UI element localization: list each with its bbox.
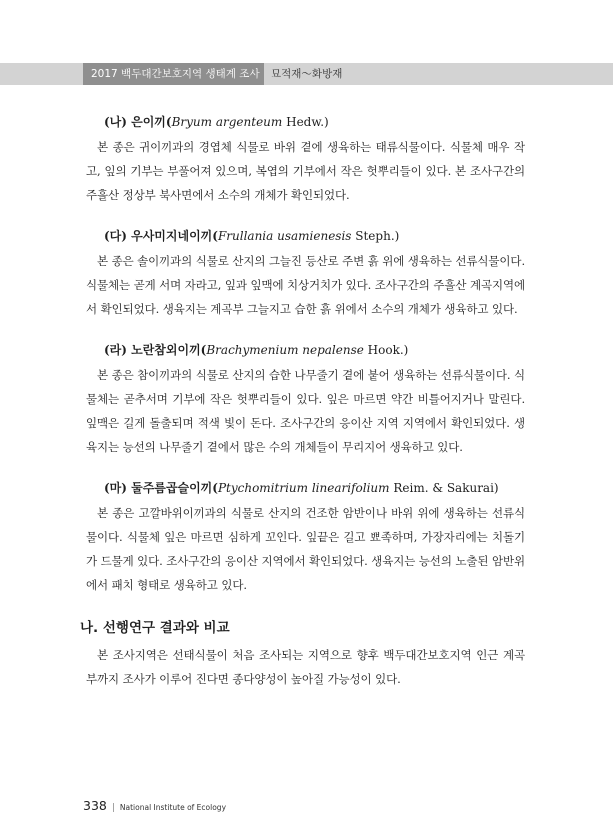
species-description: 본 종은 솔이끼과의 식물로 산지의 그늘진 등산로 주변 흙 위에 생육하는 선류식물이다. 식물체는 곧게 서며 자라고, 잎과 잎맥에 치상거치가 있다. 조사구간의 주흘산 계곡지역에서 확인되었다. 생육지는 계곡부 그늘지고 습한 흙 위에서 소수의 개체가 생육하고 있다. — [86, 254, 525, 316]
page-number: 338 — [83, 798, 107, 813]
page-footer — [83, 798, 226, 812]
scientific-name: Bryum argenteum — [171, 115, 283, 129]
institute-name: National Institute of Ecology — [119, 803, 227, 812]
species-label: (나) 은이끼( — [104, 115, 172, 129]
author-citation: Hook.) — [363, 343, 409, 357]
species-heading — [104, 112, 525, 132]
author-citation: Hedw.) — [282, 115, 329, 129]
page-body — [80, 112, 525, 691]
author-citation: Reim. & Sakurai) — [389, 481, 499, 495]
species-section-ra — [86, 340, 525, 459]
species-heading — [104, 478, 525, 498]
species-label: (마) 둘주름곱슬이끼( — [104, 481, 218, 495]
species-heading — [104, 340, 525, 360]
running-authors: 묘적재～화방재 — [271, 68, 343, 80]
scientific-name: Brachymenium nepalense — [206, 343, 364, 357]
footer-separator: | — [111, 803, 115, 813]
species-section-ma — [86, 478, 525, 597]
scientific-name: Frullania usamienesis — [217, 229, 352, 243]
species-label: (다) 우사미지네이끼( — [104, 229, 218, 243]
running-title: 2017 백두대간보호지역 생태계 조사 — [83, 63, 264, 85]
species-description: 본 종은 참이끼과의 식물로 산지의 습한 나무줄기 곁에 붙어 생육하는 선류식물이다. 식물체는 곧추서며 기부에 작은 헛뿌리들이 있다. 잎은 마르면 약간 비틀어지거나 말린다. 잎맥은 길게 돌출되며 적색 빛이 돈다. 조사구간의 응이산 지역 지역에서 확인되었다. 생육지는 능선의 나무줄기 곁에서 많은 수의 개체들이 무리지어 생육하고 있다. — [86, 368, 525, 454]
species-section-na — [86, 112, 525, 207]
species-description: 본 종은 귀이끼과의 경엽체 식물로 바위 곁에 생육하는 태류식물이다. 식물체 매우 작고, 잎의 기부는 부풀어져 있으며, 복엽의 기부에서 작은 헛뿌리들이 있다. 본 조사구간의 주흘산 정상부 북사면에서 소수의 개체가 확인되었다. — [86, 140, 525, 202]
scientific-name: Ptychomitrium linearifolium — [217, 481, 390, 495]
species-heading — [104, 226, 525, 246]
author-citation: Steph.) — [351, 229, 400, 243]
species-description: 본 종은 고깔바위이끼과의 식물로 산지의 건조한 암반이나 바위 위에 생육하는 선류식물이다. 식물체 잎은 마르면 심하게 꼬인다. 잎끝은 길고 뾰족하며, 가장자리에는 치돌기가 드물게 있다. 조사구간의 응이산 지역에서 확인되었다. 생육지는 능선의 노출된 암반위에서 패치 형태로 생육하고 있다. — [86, 506, 525, 592]
species-label: (라) 노란참외이끼( — [104, 343, 207, 357]
subsection-body: 본 조사지역은 선태식물이 처음 조사되는 지역으로 향후 백두대간보호지역 인근 계곡부까지 조사가 이루어 진다면 종다양성이 높아질 가능성이 있다. — [86, 648, 525, 686]
subsection-title: 나. 선행연구 결과와 비교 — [80, 620, 230, 636]
species-section-da — [86, 226, 525, 321]
